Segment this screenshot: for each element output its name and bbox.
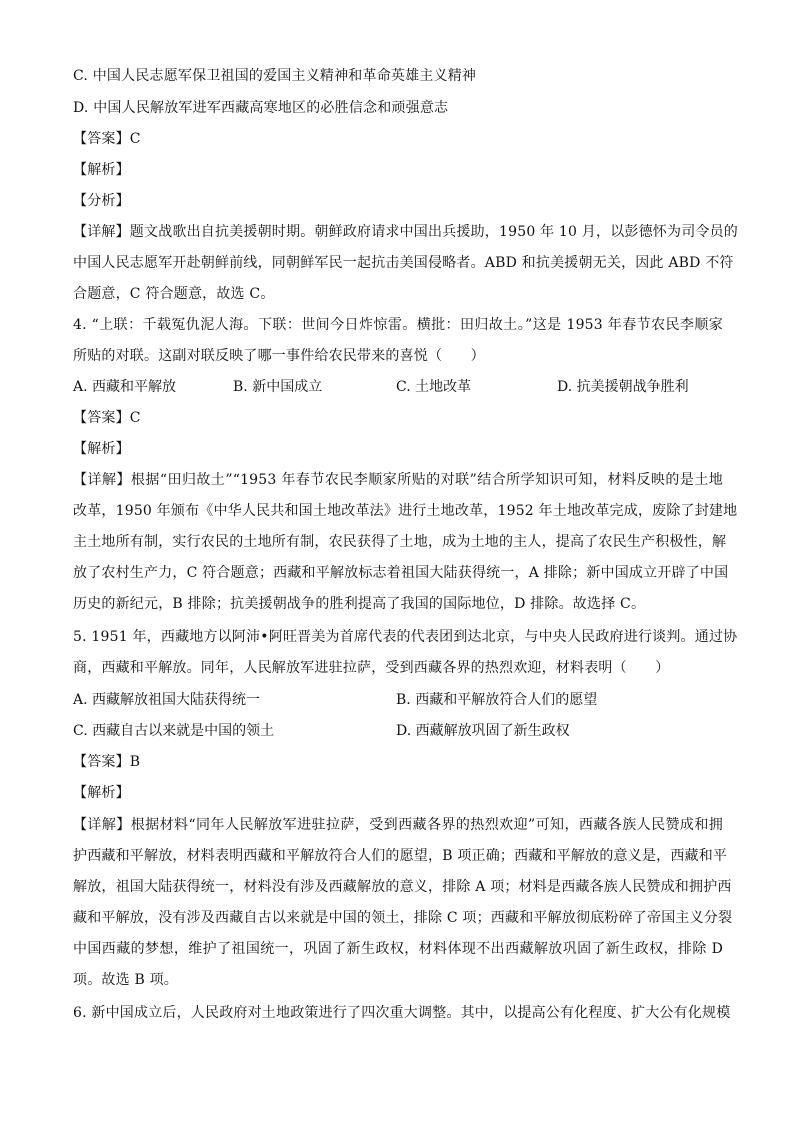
q5-detail-line: 藏和平解放，没有涉及西藏自古以来就是中国的领土，排除 C 项；西藏和平解放彻底粉碎了帝国主义分裂 [73, 910, 733, 926]
q4-jiexi: 【解析】 [73, 441, 130, 457]
q6-stem-line: 6. 新中国成立后，人民政府对土地政策进行了四次重大调整。其中，以提高公有化程度、扩大公有化规模 [73, 1005, 731, 1021]
q3-detail-line: 合题意，C 符合题意，故选 C。 [73, 286, 275, 302]
q5-detail-line: 护西藏和平解放，材料表明西藏和平解放符合人们的愿望，B 项正确；西藏和平解放的意义是，西藏和平 [73, 848, 728, 864]
q4-stem-line: 4. “上联：千载冤仇泥人海。下联：世间今日炸惊雷。横批：田归故土。”这是 1953 年春节农民李顺家 [73, 317, 723, 333]
q5-option-a: A. 西藏解放祖国大陆获得统一 [73, 692, 261, 708]
q4-answer: 【答案】C [73, 410, 141, 426]
q4-option-d: D. 抗美援朝战争胜利 [557, 379, 689, 395]
q5-detail-line: 项。故选 B 项。 [73, 972, 178, 988]
q5-stem-line: 商，西藏和平解放。同年，人民解放军进驻拉萨，受到西藏各界的热烈欢迎，材料表明（ ） [73, 660, 670, 676]
q5-option-b: B. 西藏和平解放符合人们的愿望 [396, 692, 598, 708]
q3-fenxi: 【分析】 [73, 193, 130, 209]
q4-detail-line: 【详解】根据“田归故土”“1953 年春节农民李顺家所贴的对联”结合所学知识可知，材料反映的是土地 [73, 472, 723, 488]
q5-option-c: C. 西藏自古以来就是中国的领土 [73, 723, 275, 739]
q4-detail-line: 改革，1950 年颁布《中华人民共和国土地改革法》进行土地改革，1952 年土地改革完成，废除了封建地 [73, 503, 738, 519]
q5-jiexi: 【解析】 [73, 785, 130, 801]
q4-option-a: A. 西藏和平解放 [73, 379, 177, 395]
q3-option-d: D. 中国人民解放军进军西藏高寒地区的必胜信念和顽强意志 [73, 100, 449, 116]
q5-detail-line: 中国西藏的梦想，维护了祖国统一，巩固了新生政权，材料体现不出西藏解放巩固了新生政权，排除 D [73, 941, 723, 957]
q5-detail-line: 【详解】根据材料“同年人民解放军进驻拉萨，受到西藏各界的热烈欢迎”可知，西藏各族人民赞成和拥 [73, 817, 723, 833]
q3-jiexi: 【解析】 [73, 162, 130, 178]
q5-answer: 【答案】B [73, 754, 141, 770]
q3-detail-line: 中国人民志愿军开赴朝鲜前线，同朝鲜军民一起抗击美国侵略者。ABD 和抗美援朝无关，因此 ABD 不符 [73, 255, 734, 271]
q4-option-b: B. 新中国成立 [233, 379, 323, 395]
q5-option-d: D. 西藏解放巩固了新生政权 [396, 723, 570, 739]
q3-answer: 【答案】C [73, 131, 141, 147]
q5-detail-line: 解放，祖国大陆获得统一，材料没有涉及西藏解放的意义，排除 A 项；材料是西藏各族人民赞成和拥护西 [73, 879, 732, 895]
q4-option-c: C. 土地改革 [396, 379, 472, 395]
q5-stem-line: 5. 1951 年，西藏地方以阿沛•阿旺晋美为首席代表的代表团到达北京，与中央人民政府进行谈判。通过协 [73, 629, 738, 645]
q4-detail-line: 历史的新纪元，B 排除；抗美援朝战争的胜利提高了我国的国际地位，D 排除。故选择 C。 [73, 596, 646, 612]
q4-detail-line: 放了农村生产力，C 符合题意；西藏和平解放标志着祖国大陆获得统一，A 排除；新中国成立开辟了中国 [73, 565, 729, 581]
q4-stem-line: 所贴的对联。这副对联反映了哪一事件给农民带来的喜悦（ ） [73, 348, 485, 364]
q4-detail-line: 主土地所有制，实行农民的土地所有制，农民获得了土地，成为土地的主人，提高了农民生产积极性，解 [73, 534, 727, 550]
q3-detail-line: 【详解】题文战歌出自抗美援朝时期。朝鲜政府请求中国出兵援助，1950 年 10 月，以彭德怀为司令员的 [73, 224, 738, 240]
q3-option-c: C. 中国人民志愿军保卫祖国的爱国主义精神和革命英雄主义精神 [73, 68, 477, 84]
